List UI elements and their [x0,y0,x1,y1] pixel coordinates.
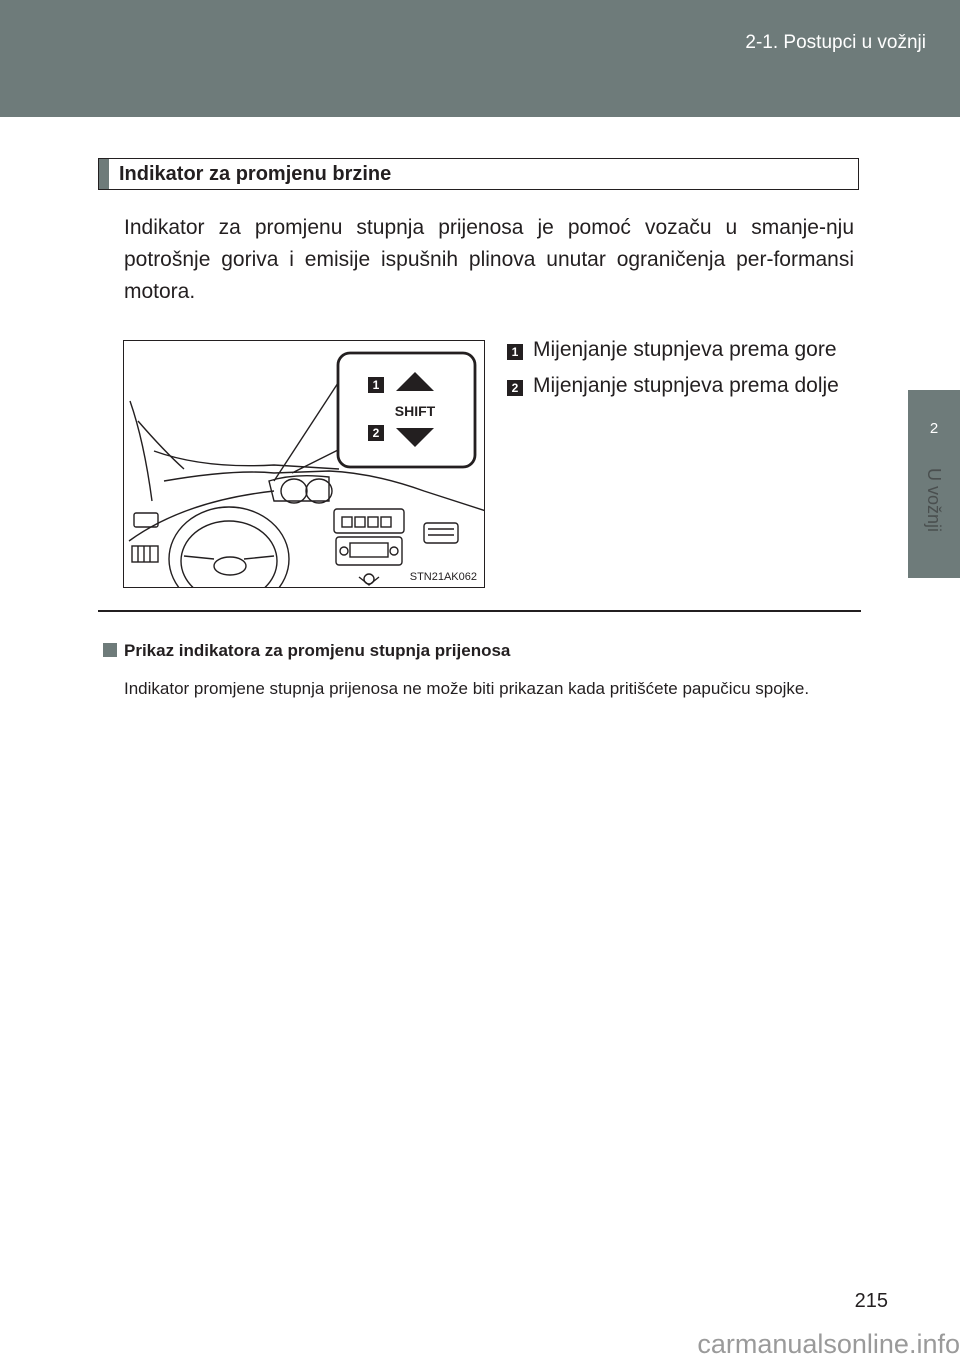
note-paragraph: Indikator promjene stupnja prijenosa ne može biti prikazan kada pritišćete papučicu spojke. [124,679,810,698]
page-number: 215 [854,1290,888,1312]
shift-label: SHIFT [394,403,436,419]
legend-badge-2: 2 [507,380,523,396]
chapter-title-vertical [912,467,952,578]
legend-item-shift-down [507,370,857,402]
heading-accent-bar [99,159,109,189]
legend-item-shift-up [507,334,857,366]
chapter-number: 2 [929,420,939,437]
callout-badge-1: 1 [372,378,380,392]
figure-code: STN21AK062 [409,571,477,583]
figure-legend [507,334,857,406]
intro-paragraph: Indikator za promjenu stupnja prijenosa je pomoć vozaču u smanje-nju potrošnje goriva i emisije ispušnih plinova unutar ograničenja per-formansi motora. [124,216,854,303]
breadcrumb: 2-1. Postupci u vožnji [745,32,926,53]
page-header [0,0,960,117]
legend-badge-1: 1 [507,344,523,360]
square-bullet-icon [103,643,117,657]
section-divider [98,610,861,612]
dashboard-illustration [123,340,485,588]
note-title: Prikaz indikatora za promjenu stupnja prijenosa [124,641,511,660]
legend-text-2: Mijenjanje stupnjeva prema dolje [533,374,839,397]
dashboard-drawing [124,341,485,588]
note-heading [103,641,510,661]
section-title: Indikator za promjenu brzine [119,163,392,185]
legend-text-1: Mijenjanje stupnjeva prema gore [533,338,837,361]
chapter-title: U vožnji [924,467,944,533]
section-heading [98,158,859,190]
watermark: carmanualsonline.info [697,1329,960,1359]
callout-badge-2: 2 [372,426,380,440]
